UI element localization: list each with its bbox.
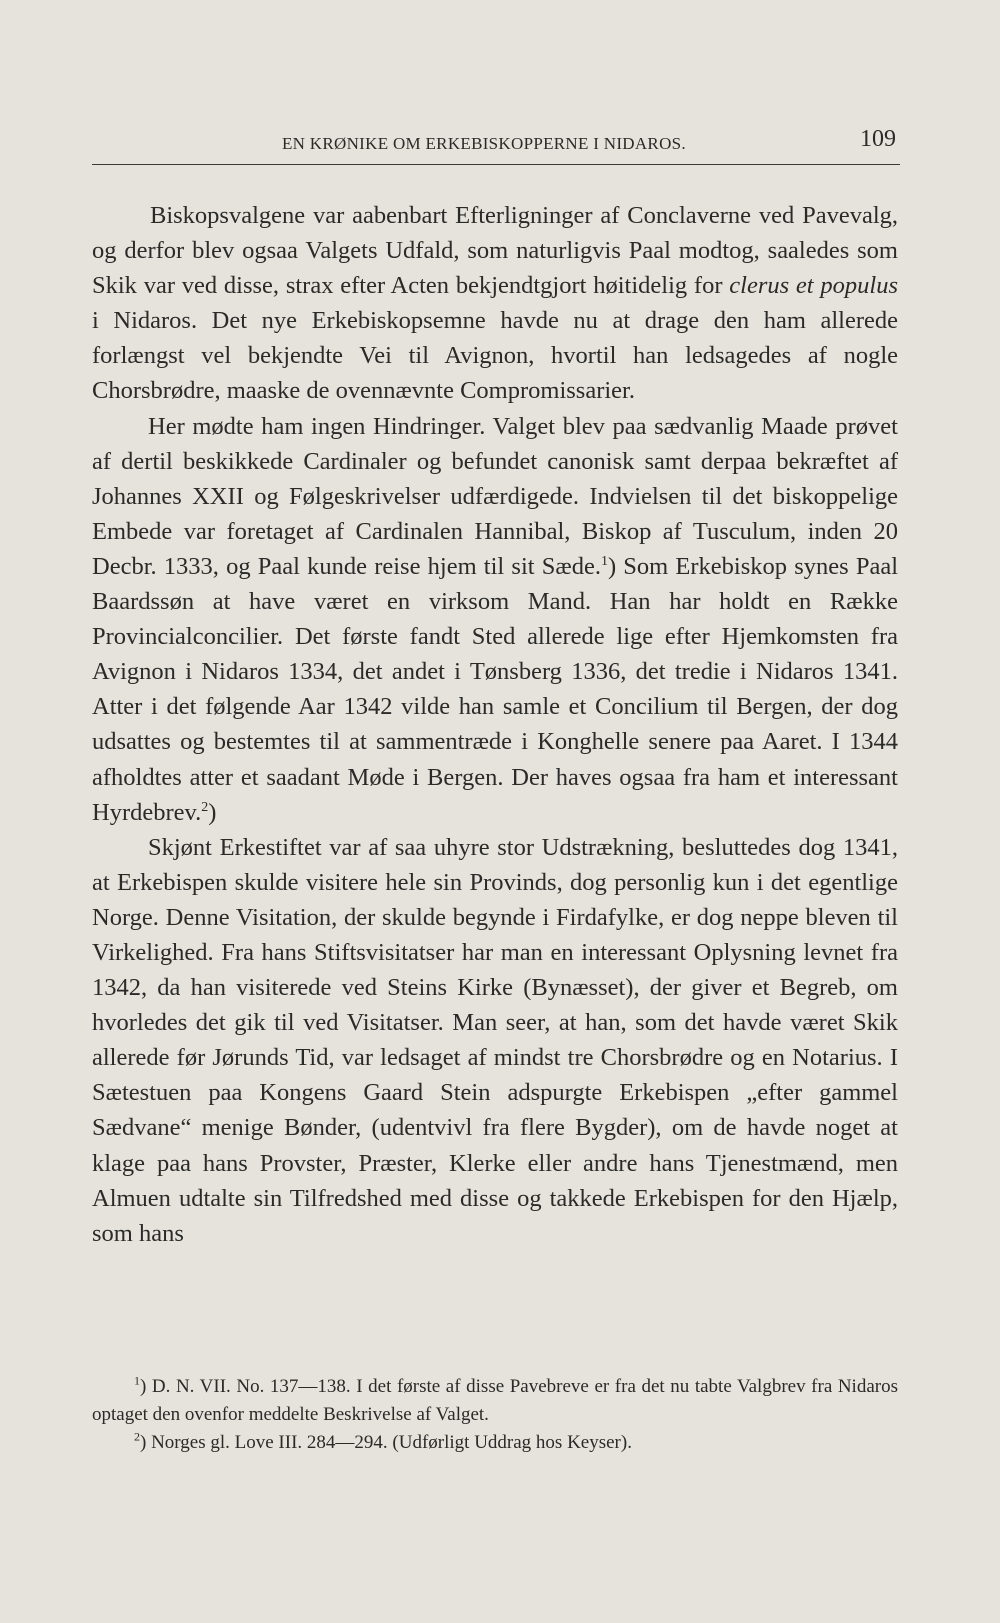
paragraph-1	[92, 198, 898, 409]
footnote-2-mark: 2	[134, 1429, 140, 1444]
footnote-ref-1: 1	[600, 553, 608, 569]
footnotes	[92, 1373, 898, 1457]
paragraph-2-rest2: )	[208, 798, 217, 826]
paragraph-3	[92, 830, 898, 1251]
footnote-2-text: ) Norges gl. Love III. 284—294. (Udførligt Uddrag hos Keyser).	[140, 1432, 632, 1453]
paragraph-3-text: Skjønt Erkestiftet var af saa uhyre stor Udstrækning, besluttedes dog 1341, at Erkebispen skulde visitere hele sin Provinds, dog personlig kun i det egentlige Norge. Denne Visitation, der skulde begynde i Firdafylke, er dog neppe bleven til Virkelighed. Fra hans Stiftsvisitatser har man en interessant Oplysning levnet fra 1342, da han visiterede ved Steins Kirke (Bynæsset), der giver et Begreb, om hvorledes det gik til ved Visitatser. Man seer, at han, som det havde været Skik allerede før Jørunds Tid, var ledsaget af mindst tre Chorsbrødre og en Notarius. I Sætestuen paa Kongens Gaard Stein adspurgte Erkebispen „efter gammel Sædvane“ menige Bønder, (udentvivl fra flere Bygder), om de havde noget at klage paa hans Provster, Præster, Klerke eller andre hans Tjenestmænd, men Almuen udtalte sin Tilfredshed med disse og takkede Erkebispen for den Hjælp, som hans	[92, 833, 898, 1247]
paragraph-1-rest: i Nidaros. Det nye Erkebiskopsemne havde nu at drage den ham allerede forlængst vel bekjendte Vei til Avignon, hvortil han ledsagedes af nogle Chorsbrødre, maaske de ovennævnte Compromissarier.	[92, 307, 898, 405]
paragraph-2-rest: ) Som Erkebiskop synes Paal Baardssøn at have været en virksom Mand. Han har holdt en Række Provincialconcilier. Det første fandt Sted allerede lige efter Hjemkomsten fra Avignon i Nidaros 1334, det andet i Tønsberg 1336, det tredie i Nidaros 1341. Atter i det følgende Aar 1342 vilde han samle et Concilium til Bergen, der dog udsattes og bestemtes til at sammentræde i Konghelle senere paa Aaret. I 1344 afholdtes atter et saadant Møde i Bergen. Der haves ogsaa fra ham et interessant Hyrdebrev.	[92, 552, 899, 826]
paragraph-2	[92, 409, 898, 830]
footnote-1-text: ) D. N. VII. No. 137—138. I det første af disse Pavebreve er fra det nu tabte Valgbrev fra Nidaros optaget den ovenfor meddelte Beskrivelse af Valget.	[92, 1376, 898, 1425]
running-title: EN KRØNIKE OM ERKEBISKOPPERNE I NIDAROS.	[282, 134, 686, 153]
footnote-ref-2: 2	[201, 799, 209, 815]
footnote-1-mark: 1	[134, 1373, 140, 1388]
paragraph-2-start: Her mødte ham ingen Hindringer. Valget blev paa sædvanlig Maade prøvet af dertil beskikkede Cardinaler og befundet canonisk samt derpaa bekræftet af Johannes XXII og Følgeskrivelser udfærdigede. Indvielsen til det biskoppelige Embede var foretaget af Cardinalen Hannibal, Biskop af Tusculum, inden 20 Decbr. 1333, og Paal kunde reise hjem til sit Sæde.	[92, 412, 898, 580]
footnote-2	[92, 1429, 898, 1457]
footnote-1	[92, 1373, 898, 1429]
body-text	[92, 198, 898, 1251]
running-head	[92, 124, 900, 165]
paragraph-1-italic: clerus et populus	[729, 272, 898, 300]
page-number: 109	[860, 126, 896, 152]
paragraph-1-start: Biskopsvalgene var aabenbart Efterligninger af Conclaverne ved Pavevalg, og derfor blev ogsaa Valgets Udfald, som naturligvis Paal modtog, saaledes som Skik var ved disse, strax efter Acten bekjendtgjort høitidelig for	[92, 202, 898, 300]
